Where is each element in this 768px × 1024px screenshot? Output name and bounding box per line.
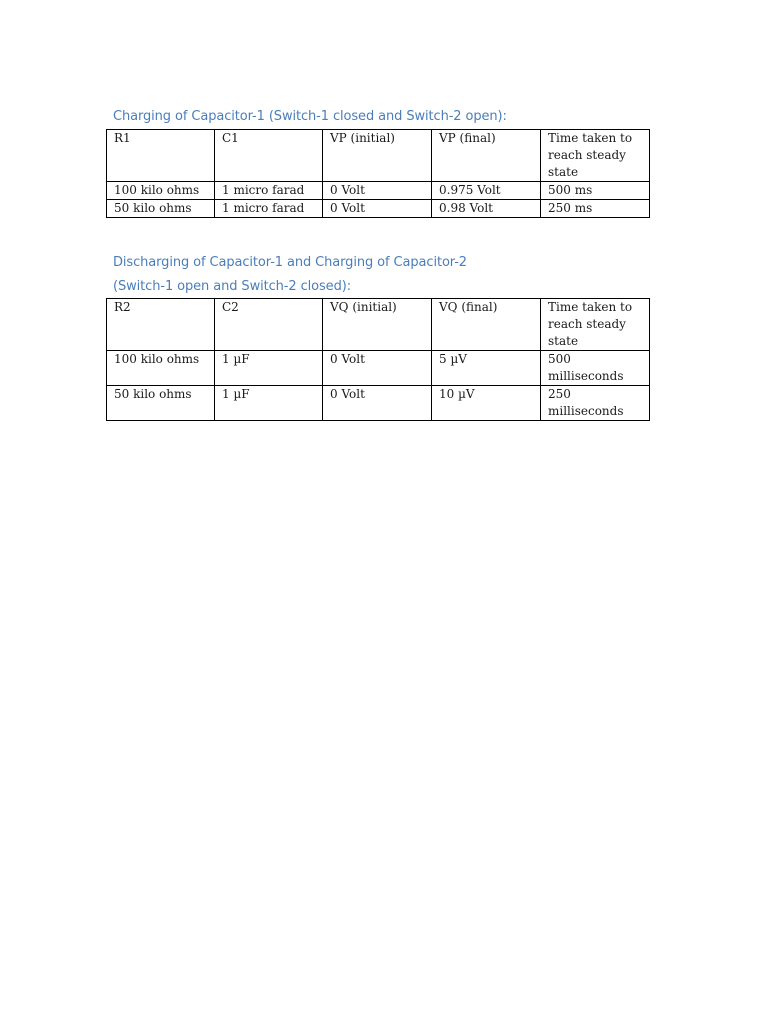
header-cell: C1 bbox=[215, 130, 323, 182]
table-cell: 50 kilo ohms bbox=[107, 386, 215, 421]
table-row bbox=[107, 351, 650, 386]
table-cell: 5 µV bbox=[432, 351, 541, 386]
table-cell: 500 milliseconds bbox=[541, 351, 650, 386]
table-row bbox=[107, 200, 650, 218]
section-2-heading: Discharging of Capacitor-1 and Charging of Capacitor-2 bbox=[113, 255, 467, 270]
table-cell: 1 µF bbox=[215, 351, 323, 386]
table-cell: 100 kilo ohms bbox=[107, 351, 215, 386]
discharging-table bbox=[106, 298, 650, 421]
table-cell: 0 Volt bbox=[323, 386, 432, 421]
header-cell: Time taken to reach steady state bbox=[541, 299, 650, 351]
header-cell: R2 bbox=[107, 299, 215, 351]
table-cell: 250 milliseconds bbox=[541, 386, 650, 421]
table-cell: 10 µV bbox=[432, 386, 541, 421]
table-cell: 250 ms bbox=[541, 200, 650, 218]
table-cell: 0 Volt bbox=[323, 182, 432, 200]
table-cell: 100 kilo ohms bbox=[107, 182, 215, 200]
table-header-row bbox=[107, 299, 650, 351]
table-cell: 1 micro farad bbox=[215, 182, 323, 200]
table-row bbox=[107, 182, 650, 200]
header-cell: VP (initial) bbox=[323, 130, 432, 182]
table-cell: 0.98 Volt bbox=[432, 200, 541, 218]
section-1-heading: Charging of Capacitor-1 (Switch-1 closed and Switch-2 open): bbox=[113, 109, 507, 124]
table-cell: 0 Volt bbox=[323, 200, 432, 218]
table-cell: 0.975 Volt bbox=[432, 182, 541, 200]
section-2-subheading: (Switch-1 open and Switch-2 closed): bbox=[113, 279, 351, 294]
charging-table bbox=[106, 129, 650, 218]
header-cell: Time taken to reach steady state bbox=[541, 130, 650, 182]
table-cell: 50 kilo ohms bbox=[107, 200, 215, 218]
header-cell: VP (final) bbox=[432, 130, 541, 182]
header-cell: VQ (final) bbox=[432, 299, 541, 351]
header-cell: VQ (initial) bbox=[323, 299, 432, 351]
header-cell: C2 bbox=[215, 299, 323, 351]
table-cell: 0 Volt bbox=[323, 351, 432, 386]
table-cell: 500 ms bbox=[541, 182, 650, 200]
header-cell: R1 bbox=[107, 130, 215, 182]
table-header-row bbox=[107, 130, 650, 182]
table-cell: 1 µF bbox=[215, 386, 323, 421]
table-cell: 1 micro farad bbox=[215, 200, 323, 218]
table-row bbox=[107, 386, 650, 421]
